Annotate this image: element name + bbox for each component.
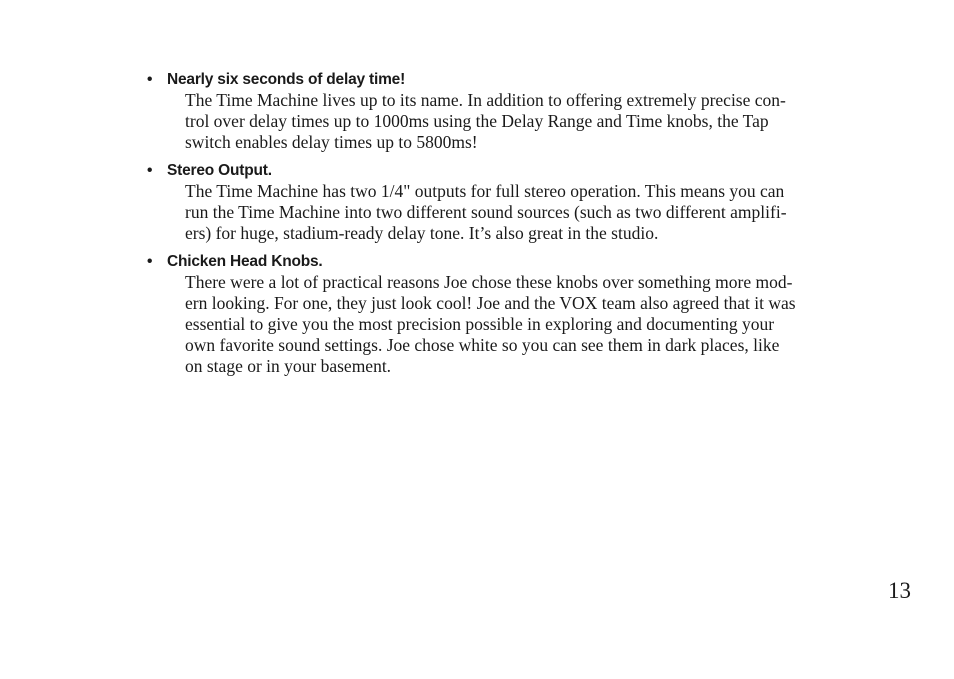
feature-heading (147, 252, 882, 272)
description-line: own favorite sound settings. Joe chose white so you can see them in dark places, like (185, 335, 780, 355)
description-line: on stage or in your basement. (185, 356, 392, 376)
feature-title: Stereo Output. (167, 162, 272, 179)
bullet-icon: • (147, 71, 153, 88)
bullet-icon: • (147, 162, 153, 179)
feature-title: Chicken Head Knobs. (167, 253, 323, 270)
feature-item (147, 161, 882, 244)
description-line: switch enables delay times up to 5800ms! (185, 132, 478, 152)
feature-item (147, 252, 882, 377)
feature-description (185, 181, 882, 244)
bullet-icon: • (147, 253, 153, 270)
feature-description (185, 272, 882, 377)
feature-heading (147, 161, 882, 181)
description-line: ers) for huge, stadium-ready delay tone. It’s also great in the studio. (185, 223, 659, 243)
description-line: The Time Machine has two 1/4" outputs for full stereo operation. This means you can (185, 181, 785, 201)
description-line: run the Time Machine into two different sound sources (such as two different amplifi- (185, 202, 787, 222)
description-line: trol over delay times up to 1000ms using the Delay Range and Time knobs, the Tap (185, 111, 769, 131)
description-line: essential to give you the most precision possible in exploring and documenting your (185, 314, 775, 334)
feature-title: Nearly six seconds of delay time! (167, 71, 406, 88)
description-line: There were a lot of practical reasons Joe chose these knobs over something more mod- (185, 272, 793, 292)
description-line: The Time Machine lives up to its name. In addition to offering extremely precise con- (185, 90, 786, 110)
feature-list (147, 70, 882, 377)
page-number: 13 (888, 578, 911, 603)
feature-description (185, 90, 882, 153)
feature-heading (147, 70, 882, 90)
feature-item (147, 70, 882, 153)
description-line: ern looking. For one, they just look cool! Joe and the VOX team also agreed that it was (185, 293, 796, 313)
